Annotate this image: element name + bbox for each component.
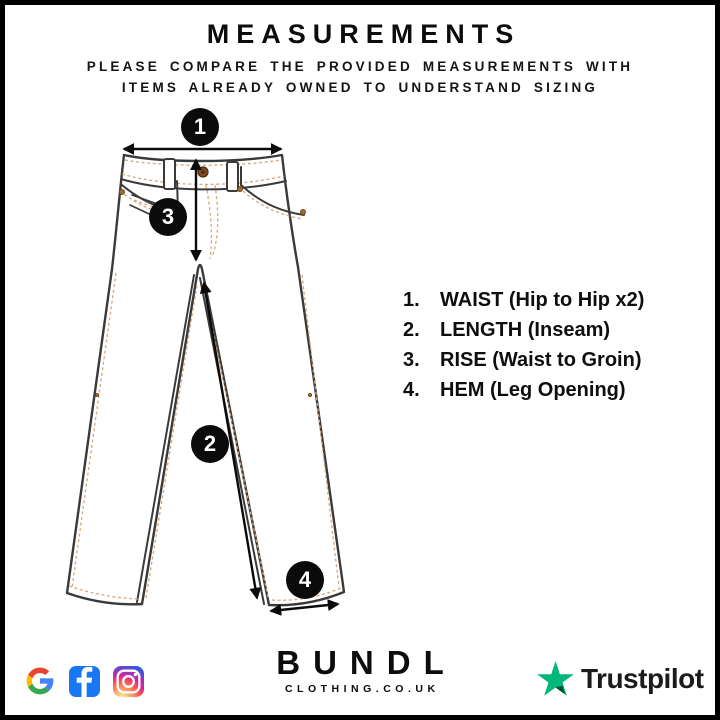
header (5, 19, 715, 98)
legend-number: 3. (403, 349, 420, 371)
subtitle-line2: ITEMS ALREADY OWNED TO UNDERSTAND SIZING (121, 80, 599, 95)
legend-label: LENGTH (Inseam) (440, 319, 611, 341)
legend-number: 4. (403, 379, 420, 401)
brand-name: BUNDL (276, 644, 457, 681)
marker-2-length: 2 (191, 425, 229, 463)
jeans-body (67, 155, 344, 605)
trustpilot-logo[interactable] (537, 661, 704, 696)
brand-domain: CLOTHING.CO.UK (284, 683, 440, 695)
measurement-legend (403, 289, 644, 409)
marker-4-hem: 4 (286, 561, 324, 599)
marker-1-waist: 1 (181, 108, 219, 146)
legend-label: WAIST (Hip to Hip x2) (440, 289, 645, 311)
legend-number: 1. (403, 289, 420, 311)
subtitle-line1: PLEASE COMPARE THE PROVIDED MEASUREMENTS WITH (86, 59, 634, 74)
legend-item-hem (403, 379, 644, 401)
legend-number: 2. (403, 319, 420, 341)
legend-item-rise (403, 349, 644, 371)
marker-3-rise: 3 (149, 198, 187, 236)
trustpilot-star-icon (537, 661, 574, 696)
trustpilot-wordmark: Trustpilot (581, 662, 704, 694)
subtitle (5, 56, 715, 98)
legend-item-length (403, 319, 644, 341)
page-title: MEASUREMENTS (206, 19, 521, 49)
legend-item-waist (403, 289, 644, 311)
jeans-diagram (60, 105, 380, 630)
legend-label: RISE (Waist to Groin) (440, 349, 642, 371)
jeans-illustration (60, 105, 380, 630)
legend-label: HEM (Leg Opening) (440, 379, 626, 401)
